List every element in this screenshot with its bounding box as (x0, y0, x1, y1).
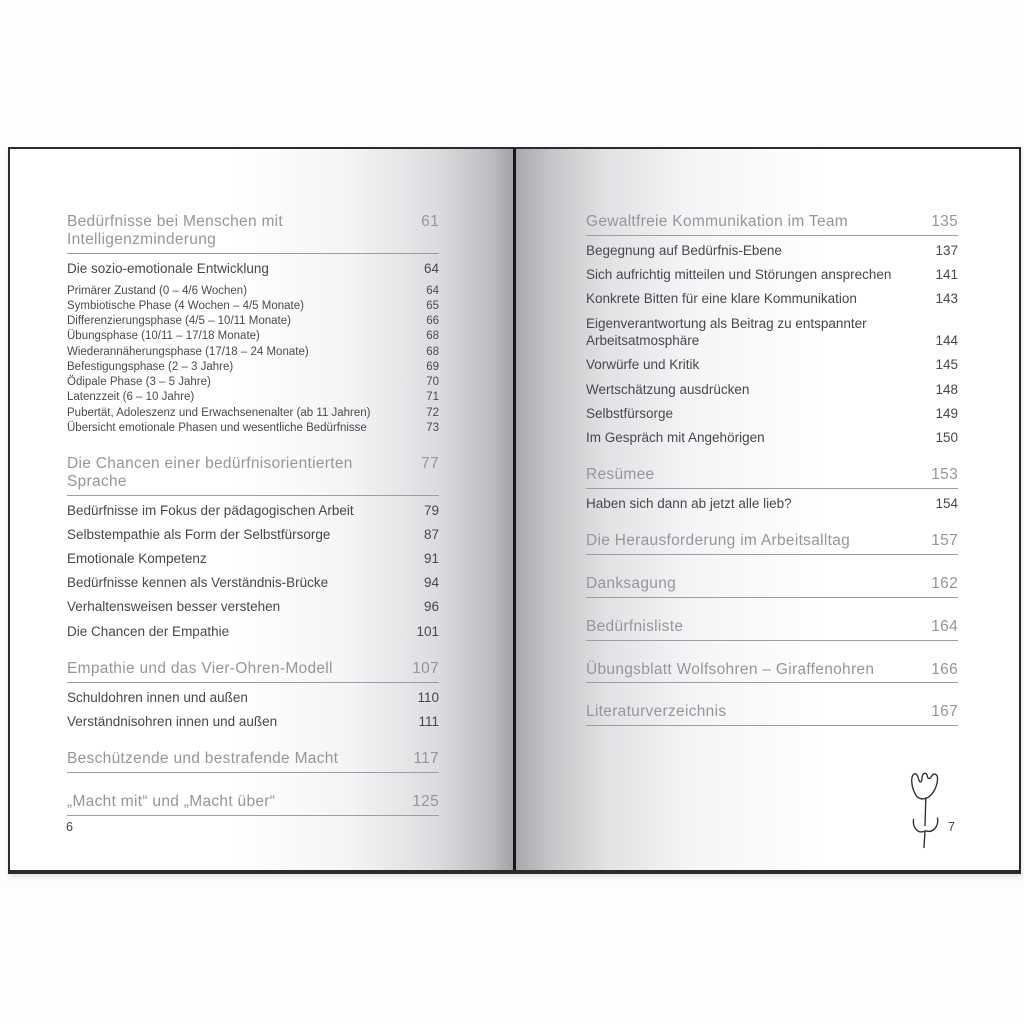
toc-entry-page-number: 61 (421, 213, 439, 230)
left-page (10, 149, 513, 870)
toc-entry-page-number: 117 (413, 749, 439, 767)
toc-chapter-row (67, 213, 439, 254)
toc-subsection-row (67, 407, 439, 420)
toc-entry-title: Verhaltensweisen besser verstehen (67, 599, 281, 615)
toc-entry-page-number: 135 (931, 213, 958, 230)
toc-list-left (67, 213, 439, 823)
toc-entry-page-number: 101 (416, 623, 439, 639)
toc-entry-title: Sich aufrichtig mitteilen und Störungen ansprechen (586, 267, 892, 282)
toc-chapter-row (586, 618, 958, 641)
toc-subsection-row (67, 330, 439, 343)
toc-chapter-row (586, 575, 958, 598)
toc-entry-title: Beschützende und bestrafende Macht (67, 749, 339, 767)
toc-entry-title: Konkrete Bitten für eine klare Kommunikation (586, 291, 857, 307)
toc-entry-title: Wertschätzung ausdrücken (586, 381, 750, 397)
toc-entry-page-number: 148 (935, 381, 958, 397)
toc-entry-title: Ödipale Phase (3 – 5 Jahre) (67, 376, 211, 389)
toc-entry-page-number: 137 (935, 242, 958, 258)
toc-entry-page-number: 149 (935, 405, 958, 421)
toc-entry-title: Bedürfnisse bei Menschen mit Intelligenzminderung (67, 213, 284, 248)
toc-entry-page-number: 64 (426, 284, 439, 297)
toc-entry-title: Gewaltfreie Kommunikation im Team (586, 213, 849, 230)
toc-entry-title: Schuldohren innen und außen (67, 689, 248, 705)
book-spine-gutter (513, 149, 516, 870)
toc-entry-page-number: 143 (935, 291, 958, 307)
toc-entry-page-number: 65 (426, 300, 439, 313)
toc-chapter-row (67, 750, 439, 773)
toc-entry-title: Literaturverzeichnis (586, 703, 727, 721)
toc-section-row (67, 261, 439, 277)
page-number-right: 7 (948, 820, 955, 834)
toc-entry-page-number: 153 (931, 466, 958, 484)
toc-entry-title: Die sozio-emotionale Entwicklung (67, 260, 269, 276)
toc-entry-title: Latenzzeit (6 – 10 Jahre) (67, 391, 195, 404)
toc-entry-page-number: 94 (423, 575, 439, 591)
toc-entry-title: Vorwürfe und Kritik (586, 357, 700, 373)
toc-entry-page-number: 157 (931, 532, 958, 550)
toc-section-row (586, 315, 958, 349)
toc-chapter-row (586, 703, 958, 726)
toc-entry-title: Bedürfnisse kennen als Verständnis-Brücke (67, 575, 329, 591)
toc-subsection-row (67, 391, 439, 404)
toc-section-row (586, 291, 958, 307)
toc-entry-title: Übersicht emotionale Phasen und wesentliche Bedürfnisse (67, 421, 367, 434)
toc-section-row (67, 503, 439, 519)
toc-entry-title: Die Chancen der Empathie (67, 623, 230, 639)
toc-section-row (67, 575, 439, 591)
toc-entry-title: Begegnung auf Bedürfnis-Ebene (586, 242, 782, 258)
toc-section-row (586, 243, 958, 259)
toc-section-row (586, 430, 958, 446)
toc-entry-page-number: 71 (426, 391, 439, 404)
toc-entry-title: Im Gespräch mit Angehörigen (586, 429, 765, 445)
toc-chapter-row (586, 213, 958, 236)
toc-entry-page-number: 77 (421, 455, 439, 472)
toc-section-row (586, 496, 958, 512)
toc-entry-page-number: 79 (423, 502, 439, 518)
toc-section-row (67, 690, 439, 706)
toc-subsection-row (67, 361, 439, 374)
toc-entry-page-number: 145 (935, 357, 958, 373)
right-page (516, 149, 1019, 870)
toc-entry-page-number: 166 (931, 660, 958, 678)
toc-section-row (67, 527, 439, 543)
toc-chapter-row (67, 660, 439, 683)
toc-entry-page-number: 72 (426, 406, 439, 419)
toc-entry-title: Empathie und das Vier-Ohren-Modell (67, 659, 333, 677)
toc-entry-page-number: 110 (417, 689, 439, 705)
toc-entry-title: Verständnisohren innen und außen (67, 713, 278, 729)
toc-entry-title: Bedürfnisliste (586, 617, 684, 635)
toc-entry-page-number: 91 (423, 551, 439, 566)
toc-entry-title: Pubertät, Adoleszenz und Erwachsenenalter (ab 11 Jahren) (67, 406, 371, 419)
toc-subsection-row (67, 422, 439, 435)
toc-entry-page-number: 144 (935, 333, 958, 349)
toc-entry-title: Differenzierungsphase (4/5 – 10/11 Monate) (67, 315, 291, 328)
toc-section-row (67, 599, 439, 615)
toc-entry-title: „Macht mit“ und „Macht über“ (67, 792, 276, 810)
toc-entry-page-number: 111 (418, 713, 439, 729)
toc-list-right (586, 213, 958, 733)
toc-entry-page-number: 167 (931, 703, 958, 721)
toc-section-row (586, 382, 958, 398)
toc-entry-page-number: 150 (935, 429, 958, 445)
toc-entry-title: Selbstfürsorge (586, 405, 674, 421)
toc-entry-title: Primärer Zustand (0 – 4/6 Wochen) (67, 284, 248, 297)
toc-entry-title: Selbstempathie als Form der Selbstfürsorge (67, 526, 331, 542)
toc-section-row (586, 357, 958, 373)
toc-subsection-row (67, 285, 439, 298)
toc-entry-page-number: 164 (931, 617, 958, 635)
toc-entry-page-number: 125 (412, 792, 439, 810)
toc-entry-title: Befestigungsphase (2 – 3 Jahre) (67, 360, 234, 373)
toc-section-row (586, 267, 958, 283)
toc-entry-title: Wiederannäherungsphase (17/18 – 24 Monate) (67, 345, 309, 358)
toc-entry-page-number: 64 (423, 260, 439, 276)
page-number-left: 6 (66, 820, 73, 834)
toc-section-row (67, 714, 439, 730)
toc-chapter-row (67, 793, 439, 816)
toc-entry-title: Danksagung (586, 574, 677, 592)
tulip-icon (903, 767, 947, 859)
toc-entry-page-number: 96 (423, 599, 439, 615)
toc-entry-title: Emotionale Kompetenz (67, 551, 207, 566)
toc-entry-page-number: 107 (412, 659, 439, 677)
toc-section-row (67, 551, 439, 567)
toc-entry-title: Übungsphase (10/11 – 17/18 Monate) (67, 330, 260, 343)
toc-entry-title: Bedürfnisse im Fokus der pädagogischen Arbeit (67, 502, 354, 518)
toc-chapter-row (586, 661, 958, 684)
toc-entry-title: Übungsblatt Wolfsohren – Giraffenohren (586, 660, 875, 678)
toc-entry-page-number: 154 (935, 495, 958, 511)
toc-subsection-row (67, 300, 439, 313)
toc-entry-title: Eigenverantwortung als Beitrag zu entspannter Arbeitsatmosphäre (586, 316, 867, 349)
toc-entry-page-number: 68 (426, 330, 439, 343)
toc-section-row (586, 406, 958, 422)
toc-entry-title: Die Herausforderung im Arbeitsalltag (586, 532, 851, 550)
toc-entry-page-number: 162 (931, 574, 958, 592)
toc-chapter-row (586, 466, 958, 489)
toc-entry-page-number: 66 (426, 315, 439, 328)
toc-subsection-row (67, 346, 439, 359)
toc-entry-page-number: 70 (426, 376, 439, 389)
toc-entry-title: Symbiotische Phase (4 Wochen – 4/5 Monate) (67, 300, 304, 313)
toc-subsection-row (67, 315, 439, 328)
toc-entry-page-number: 73 (426, 421, 439, 434)
toc-entry-title: Resümee (586, 466, 655, 484)
book-spread (8, 147, 1021, 874)
toc-entry-page-number: 69 (426, 360, 439, 373)
toc-subsection-row (67, 376, 439, 389)
toc-entry-title: Haben sich dann ab jetzt alle lieb? (586, 495, 792, 511)
toc-entry-page-number: 68 (426, 345, 439, 358)
toc-section-row (67, 624, 439, 640)
toc-chapter-row (67, 455, 439, 496)
toc-chapter-row (586, 532, 958, 555)
toc-entry-page-number: 87 (423, 526, 439, 542)
toc-entry-title: Die Chancen einer bedürfnisorientierten Sprache (67, 455, 353, 490)
toc-entry-page-number: 141 (935, 267, 958, 282)
